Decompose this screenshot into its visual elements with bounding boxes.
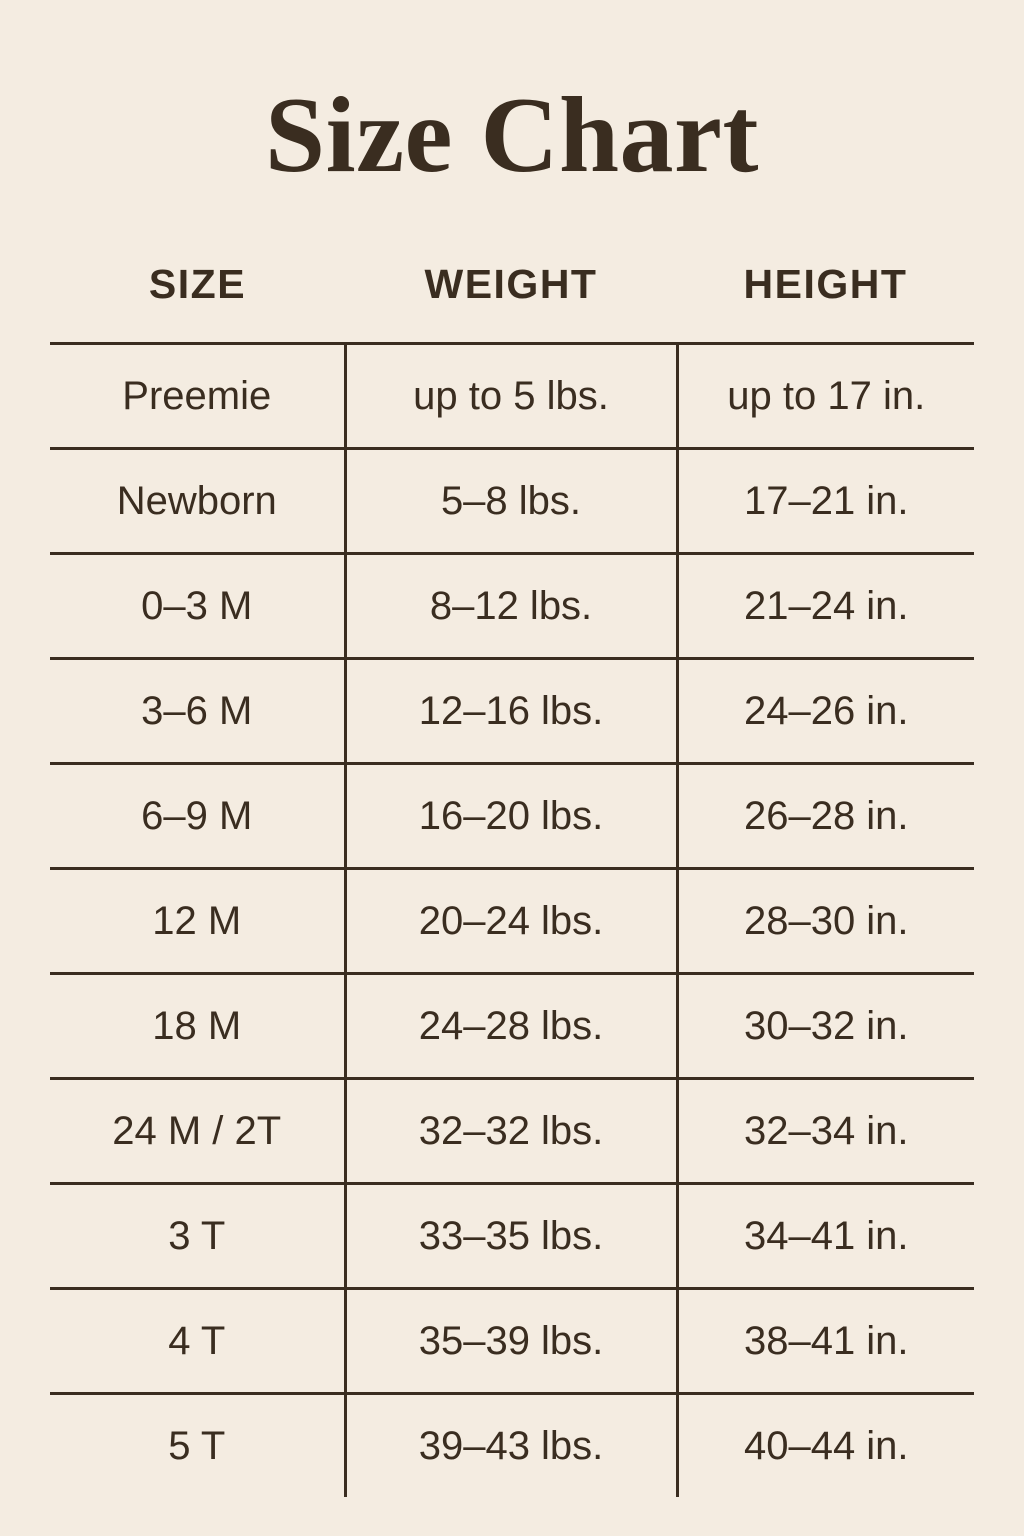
table-row — [50, 659, 974, 764]
cell-weight: 5–8 lbs. — [345, 449, 677, 554]
column-header-height: HEIGHT — [677, 260, 974, 344]
cell-weight: up to 5 lbs. — [345, 344, 677, 449]
cell-size: 6–9 M — [50, 764, 345, 869]
cell-size: 5 T — [50, 1394, 345, 1498]
table-row — [50, 1289, 974, 1394]
cell-size: 3 T — [50, 1184, 345, 1289]
cell-height: 21–24 in. — [677, 554, 974, 659]
table-row — [50, 1079, 974, 1184]
cell-height: 40–44 in. — [743, 1423, 909, 1468]
cell-height: 32–34 in. — [677, 1079, 974, 1184]
cell-weight: 8–12 lbs. — [345, 554, 677, 659]
cell-weight: 33–35 lbs. — [345, 1184, 677, 1289]
column-header-weight: WEIGHT — [345, 260, 677, 344]
cell-size: 24 M / 2T — [50, 1079, 345, 1184]
cell-weight: 12–16 lbs. — [345, 659, 677, 764]
cell-size: 12 M — [50, 869, 345, 974]
cell-weight: 16–20 lbs. — [345, 764, 677, 869]
cell-height: 30–32 in. — [677, 974, 974, 1079]
cell-height: up to 17 in. — [677, 344, 974, 449]
column-header-size: SIZE — [50, 260, 345, 344]
cell-height: 17–21 in. — [677, 449, 974, 554]
table-row — [50, 449, 974, 554]
table-row — [50, 344, 974, 449]
table-body — [50, 344, 974, 1498]
cell-size: Preemie — [50, 344, 345, 449]
cell-height: 38–41 in. — [677, 1289, 974, 1394]
cell-weight: 35–39 lbs. — [345, 1289, 677, 1394]
cell-weight: 20–24 lbs. — [345, 869, 677, 974]
table-header-row — [50, 260, 974, 344]
cell-weight: 39–43 lbs. — [345, 1394, 677, 1498]
table-row — [50, 1394, 974, 1498]
cell-size: 18 M — [50, 974, 345, 1079]
cell-weight: 32–32 lbs. — [345, 1079, 677, 1184]
cell-height: 34–41 in. — [677, 1184, 974, 1289]
table-header — [50, 260, 974, 344]
cell-height: 24–26 in. — [677, 659, 974, 764]
cell-size: 3–6 M — [50, 659, 345, 764]
cell-weight: 24–28 lbs. — [345, 974, 677, 1079]
page-title: Size Chart — [265, 76, 759, 195]
size-chart-table — [50, 260, 974, 1497]
table-row — [50, 869, 974, 974]
cell-size: Newborn — [50, 449, 345, 554]
table-row — [50, 554, 974, 659]
table-row — [50, 764, 974, 869]
table-row — [50, 1184, 974, 1289]
cell-size: 4 T — [50, 1289, 345, 1394]
cell-height: 26–28 in. — [677, 764, 974, 869]
cell-size: 0–3 M — [50, 554, 345, 659]
cell-height: 28–30 in. — [677, 869, 974, 974]
table-row — [50, 974, 974, 1079]
